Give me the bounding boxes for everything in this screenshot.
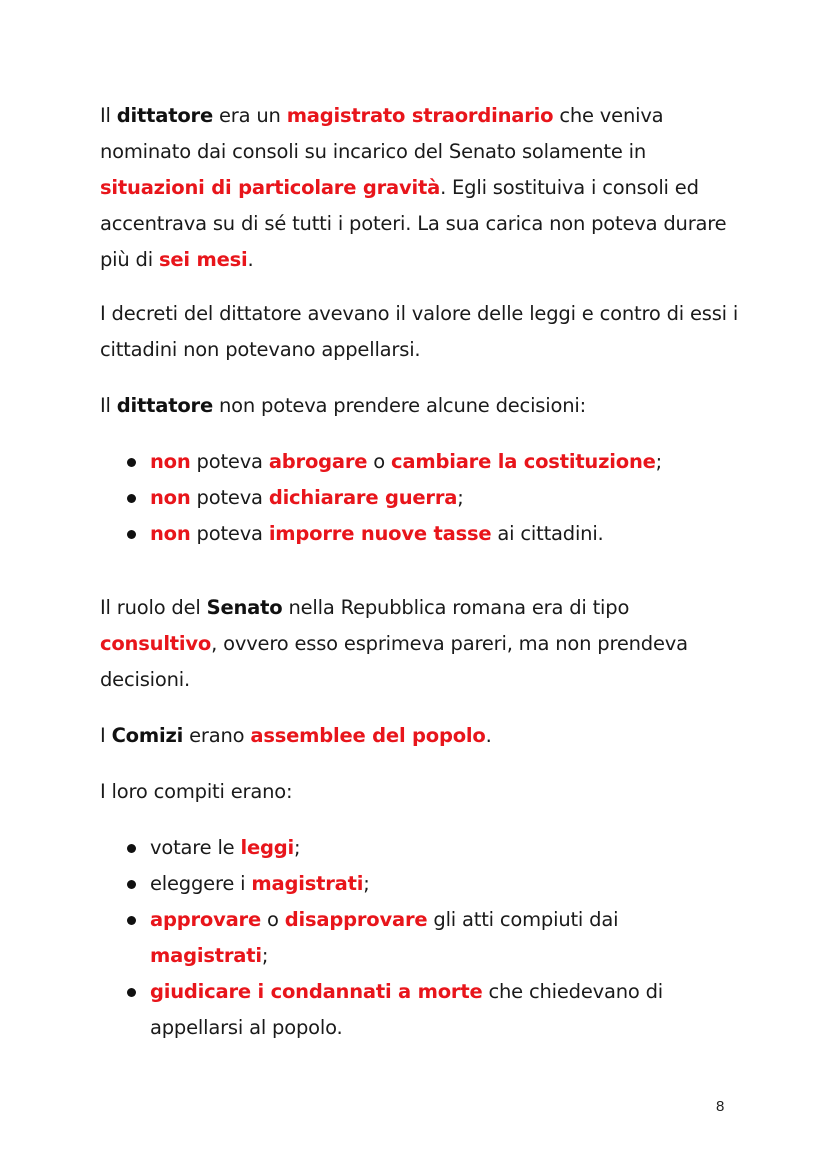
- text: Il: [100, 104, 117, 127]
- text: che veniva nominato dai consoli su incarico del Senato solamente in: [100, 104, 664, 163]
- text: I decreti del dittatore avevano il valore delle leggi e contro di essi i cittadini non potevano appellarsi.: [100, 302, 739, 361]
- paragraph-dittatore: [100, 98, 740, 278]
- list-item: eleggere i magistrati;: [100, 866, 740, 902]
- highlight-term: situazioni di particolare gravità: [100, 176, 441, 199]
- bold-term: Senato: [206, 596, 283, 619]
- dittatore-limits-list: [100, 444, 740, 552]
- highlight-term: assemblee del popolo: [250, 724, 486, 747]
- list-item: non poteva dichiarare guerra;: [100, 480, 740, 516]
- highlight-term: magistrato straordinario: [286, 104, 554, 127]
- text: era un: [213, 104, 287, 127]
- bold-term: dittatore: [116, 394, 213, 417]
- text: Il: [100, 394, 117, 417]
- text: non poteva prendere alcune decisioni:: [213, 394, 586, 417]
- text: .: [247, 248, 254, 271]
- page-number: 8: [716, 1098, 725, 1115]
- page-content: [100, 98, 740, 1046]
- text: . Egli sostituiva i consoli ed accentrava su di sé tutti i poteri. La sua carica non poteva durare più di: [100, 176, 727, 271]
- list-item: non poteva imporre nuove tasse ai cittadini.: [100, 516, 740, 552]
- paragraph-senato: Il ruolo del Senato nella Repubblica romana era di tipo consultivo, ovvero esso esprimeva pareri, ma non prendeva decisioni.: [100, 596, 688, 691]
- list-item: giudicare i condannati a morte che chiedevano di appellarsi al popolo.: [100, 974, 740, 1046]
- list-item: approvare o disapprovare gli atti compiuti dai magistrati;: [100, 902, 740, 974]
- paragraph-decisioni: [100, 388, 740, 424]
- highlight-term: consultivo: [100, 632, 212, 655]
- bold-term: dittatore: [116, 104, 213, 127]
- list-item: votare le leggi;: [100, 830, 740, 866]
- paragraph-comizi: I Comizi erano assemblee del popolo.: [100, 724, 492, 747]
- list-item: non poteva abrogare o cambiare la costituzione;: [100, 444, 740, 480]
- paragraph-compiti: I loro compiti erano:: [100, 780, 293, 803]
- highlight-term: sei mesi: [158, 248, 248, 271]
- comizi-tasks-list: [100, 830, 740, 1046]
- bold-term: Comizi: [111, 724, 184, 747]
- paragraph-decreti: [100, 296, 740, 368]
